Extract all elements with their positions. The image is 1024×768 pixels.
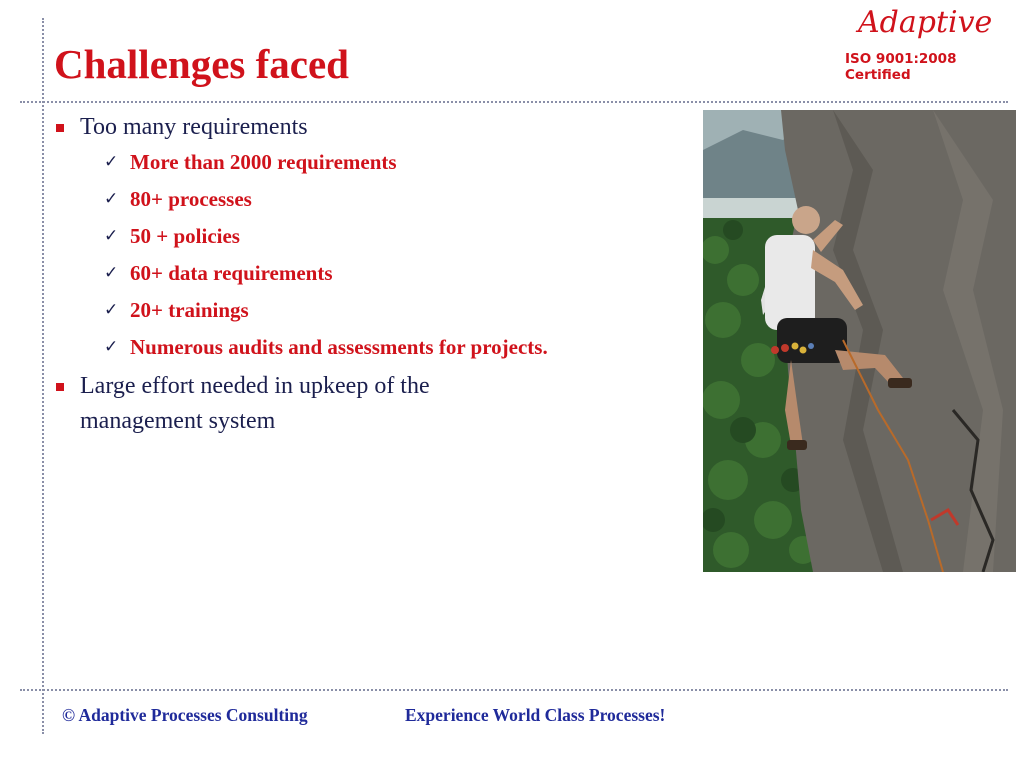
bullet-text: Too many requirements [80, 114, 308, 140]
sub-bullet-text: 50 + policies [130, 224, 240, 248]
checkmark-icon: ✓ [104, 337, 119, 357]
sub-bullet-text: 80+ processes [130, 187, 252, 211]
bullet-item [56, 112, 616, 143]
sub-bullet-text: 60+ data requirements [130, 261, 333, 285]
footer-tagline: Experience World Class Processes! [405, 705, 666, 725]
sub-bullet-item [104, 221, 616, 252]
checkmark-icon: ✓ [104, 152, 119, 172]
bullet-item [56, 369, 550, 439]
checkmark-icon: ✓ [104, 300, 119, 320]
sub-bullet-item [104, 295, 616, 326]
sub-bullet-text: Numerous audits and assessments for projects. [130, 335, 548, 359]
footer-divider [20, 689, 1008, 691]
certification-label: ISO 9001:2008 Certified [845, 51, 957, 83]
rock-climber-photo [703, 110, 1016, 572]
sub-bullet-item [104, 184, 616, 215]
sub-bullet-item [104, 147, 616, 178]
vertical-divider [42, 18, 44, 734]
sub-bullet-item [104, 258, 616, 289]
header-divider [20, 101, 1008, 103]
sub-bullet-list [104, 147, 616, 363]
checkmark-icon: ✓ [104, 226, 119, 246]
checkmark-icon: ✓ [104, 189, 119, 209]
square-bullet-icon [56, 383, 64, 391]
sub-bullet-text: 20+ trainings [130, 298, 249, 322]
slide-title: Challenges faced [54, 41, 349, 87]
company-logo: Adaptive [858, 5, 993, 40]
sub-bullet-text: More than 2000 requirements [130, 150, 397, 174]
bullet-list [56, 112, 616, 443]
footer-copyright: © Adaptive Processes Consulting [62, 705, 308, 725]
checkmark-icon: ✓ [104, 263, 119, 283]
square-bullet-icon [56, 124, 64, 132]
sub-bullet-item [104, 332, 550, 363]
bullet-text: Large effort needed in upkeep of the management system [80, 373, 430, 434]
